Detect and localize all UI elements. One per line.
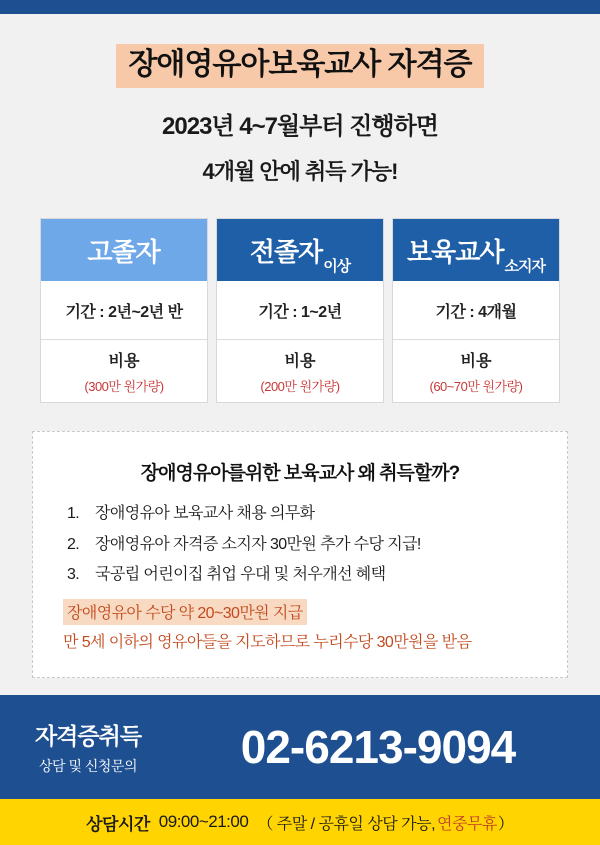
card-cost-value: (60~70만 원가량) (429, 378, 523, 394)
hours-note-open: （ 주말 / 공휴일 상담 가능, (257, 815, 436, 833)
contact-label-line2: 상담 및 신청문의 (39, 758, 137, 774)
list-item (59, 534, 541, 556)
card-title-suffix: 이상 (323, 258, 351, 275)
contact-label (0, 718, 170, 776)
hours-note-highlight: 연중무휴 (437, 815, 497, 833)
card-cost-label: 비용 (460, 352, 492, 370)
card-cost-label: 비용 (284, 352, 316, 370)
title-section (0, 14, 600, 88)
card-cost (41, 340, 207, 402)
subtitle-primary: 2023년 4~7월부터 진행하면 (162, 113, 438, 140)
phone-number[interactable]: 02-6213-9094 (240, 721, 516, 773)
hours-bar (0, 799, 600, 845)
card-highschool-graduate (40, 218, 208, 403)
qualification-cards (0, 218, 600, 403)
list-item-text: 국공립 어린이집 취업 우대 및 처우개선 혜택 (95, 566, 386, 584)
card-header (41, 219, 207, 281)
contact-bar (0, 695, 600, 799)
hours-label: 상담시간 (86, 814, 150, 834)
list-item-text: 장애영유아 자격증 소지자 30만원 추가 수당 지급! (95, 535, 421, 553)
benefits-note-highlighted: 장애영유아 수당 약 20~30만원 지급 (63, 599, 307, 625)
top-accent-bar (0, 0, 600, 14)
card-childcare-teacher (392, 218, 560, 403)
card-college-graduate (216, 218, 384, 403)
poster-content (0, 14, 600, 695)
subtitle-secondary: 4개월 안에 취득 가능! (202, 159, 398, 184)
card-cost-label: 비용 (108, 352, 140, 370)
card-header (393, 219, 559, 281)
card-title: 전졸자 (249, 236, 323, 267)
list-item-number: 3. (67, 566, 80, 584)
page-title: 장애영유아보육교사 자격증 (116, 44, 483, 88)
benefits-list (59, 503, 541, 586)
card-title: 보육교사 (407, 236, 504, 267)
benefits-title: 장애영유아를위한 보육교사 왜 취득할까? (140, 463, 460, 484)
card-period: 기간 : 1~2년 (217, 281, 383, 340)
list-item-number: 1. (67, 505, 80, 522)
hours-time: 09:00~21:00 (158, 812, 249, 831)
card-cost-value: (200만 원가량) (260, 378, 340, 394)
list-item-text: 장애영유아 보육교사 채용 의무화 (95, 505, 315, 522)
list-item (59, 503, 541, 525)
hours-note-close: ） (497, 815, 514, 833)
list-item (59, 564, 541, 586)
card-cost-value: (300만 원가량) (84, 378, 164, 394)
card-period: 기간 : 4개월 (393, 281, 559, 340)
benefits-box (32, 431, 568, 678)
card-title-suffix: 소지자 (504, 258, 545, 275)
benefits-note-secondary: 만 5세 이하의 영유아들을 지도하므로 누리수당 30만원을 받음 (63, 633, 472, 651)
card-cost (393, 340, 559, 402)
list-item-number: 2. (67, 535, 80, 553)
card-cost (217, 340, 383, 402)
card-header (217, 219, 383, 281)
card-title: 고졸자 (87, 236, 160, 267)
card-period: 기간 : 2년~2년 반 (41, 281, 207, 340)
contact-label-line1: 자격증취득 (34, 723, 142, 749)
